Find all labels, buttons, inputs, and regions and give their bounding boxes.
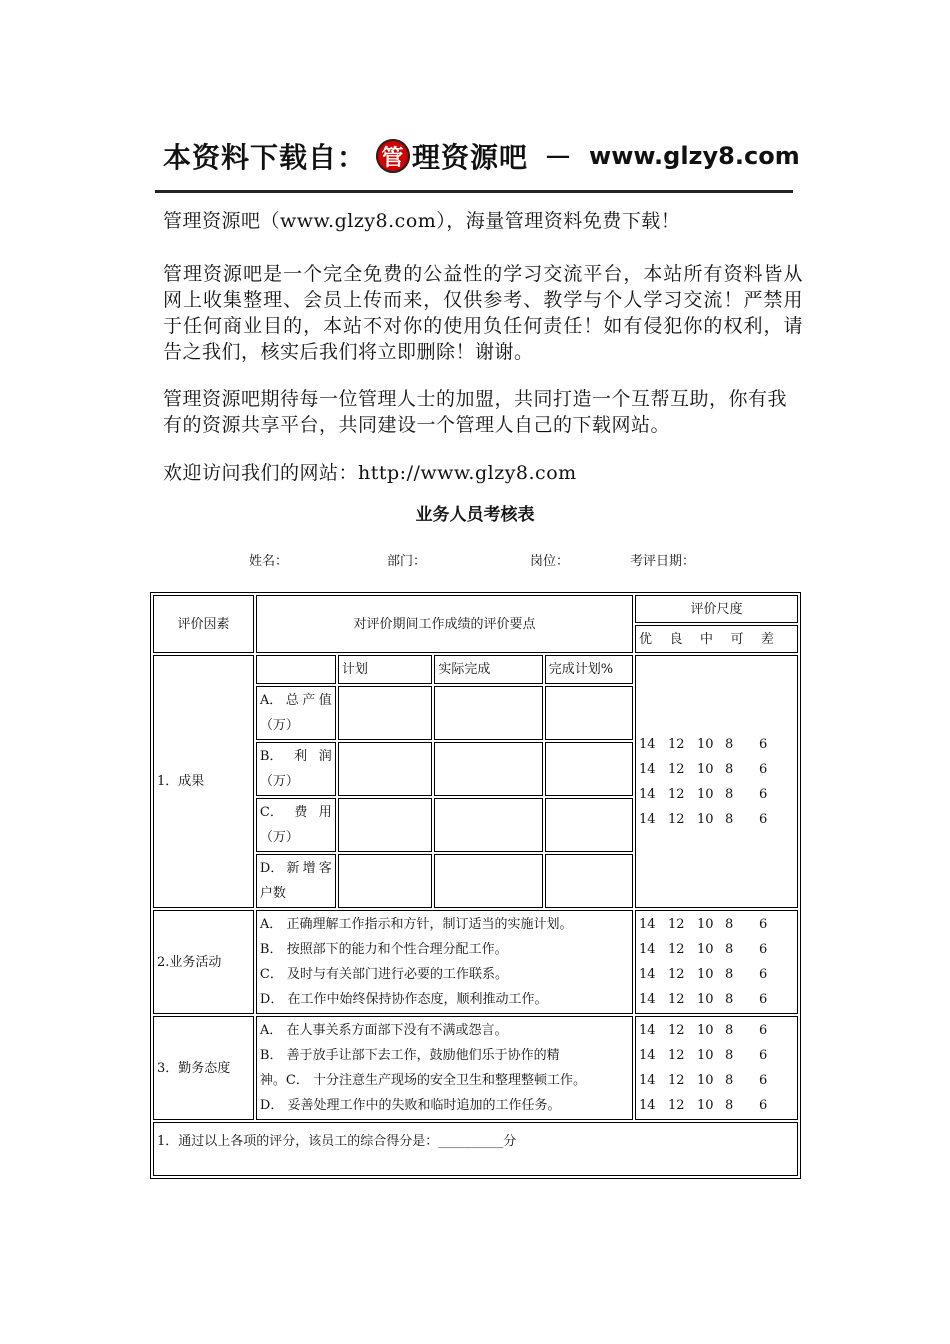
- brand-logo-icon: 管: [376, 139, 410, 173]
- actual-input-profit[interactable]: [434, 742, 542, 796]
- section2-item-d: D． 在工作中始终保持协作态度，顺利推动工作。: [259, 992, 548, 1007]
- section2-item-c: C． 及时与有关部门进行必要的工作联系。: [259, 967, 509, 982]
- score-row: 14 12 10 8 6: [639, 967, 768, 982]
- section2-label: 2.业务活动: [153, 910, 254, 1014]
- score-row: 14 12 10 8 6: [639, 1073, 768, 1088]
- actual-input-total-output[interactable]: [434, 686, 542, 740]
- percent-input-total-output[interactable]: [545, 686, 633, 740]
- grade-poor: 差: [760, 631, 774, 647]
- score-row: 14 12 10 8 6: [639, 811, 768, 827]
- section3-scores: [635, 1016, 798, 1120]
- col-plan: 计划: [338, 655, 433, 684]
- grade-good: 良: [669, 631, 683, 647]
- notice-website-line[interactable]: 欢迎访问我们的网站：http://www.glzy8.com: [163, 462, 577, 484]
- download-banner: [163, 134, 800, 178]
- banner-divider: [155, 190, 793, 193]
- row-expense: C． 费 用 （万）: [256, 798, 336, 852]
- section1-scores: [635, 655, 798, 908]
- header-scale: 评价尺度: [635, 595, 798, 623]
- header-grades: [635, 625, 798, 653]
- field-position-label: 岗位：: [530, 554, 570, 569]
- grade-average: 中: [699, 631, 713, 647]
- row-profit: B． 利 润 （万）: [256, 742, 336, 796]
- form-title: 业务人员考核表: [415, 505, 535, 525]
- banner-prefix: 本资料下载自：: [163, 141, 367, 174]
- actual-input-expense[interactable]: [434, 798, 542, 852]
- field-date-label: 考评日期：: [630, 554, 696, 569]
- score-row: 14 12 10 8 6: [639, 942, 768, 957]
- score-row: 14 12 10 8 6: [639, 1023, 768, 1038]
- plan-input-total-output[interactable]: [338, 686, 433, 740]
- section2-scores: [635, 910, 798, 1014]
- banner-site-link[interactable]: www.glzy8.com: [589, 142, 800, 170]
- score-row: 14 12 10 8 6: [639, 1098, 768, 1113]
- banner-dash: －: [544, 141, 574, 174]
- section3-item-c: 神。C． 十分注意生产现场的安全卫生和整理整顿工作。: [259, 1073, 587, 1088]
- notice-paragraph-2: 管理资源吧是一个完全免费的公益性的学习交流平台，本站所有资料皆从网上收集整理、会员上传而来，仅供参考、教学与个人学习交流！严禁用于任何商业目的，本站不对你的使用负任何责任！如有侵犯你的权利，请告之我们，核实后我们将立即删除！谢谢。: [163, 263, 803, 363]
- row-new-customers: D． 新 增 客 户数: [256, 854, 336, 908]
- notice-line-1: 管理资源吧（www.glzy8.com），海量管理资料免费下载！: [163, 210, 681, 232]
- section3-item-d: D． 妥善处理工作中的失败和临时追加的工作任务。: [259, 1098, 561, 1113]
- field-department-label: 部门：: [387, 554, 427, 569]
- score-row: 14 12 10 8 6: [639, 736, 768, 752]
- section3-item-b: B． 善于放手让部下去工作，鼓励他们乐于协作的精: [259, 1048, 560, 1063]
- plan-input-new-customers[interactable]: [338, 854, 433, 908]
- field-name-label: 姓名：: [249, 554, 289, 569]
- percent-input-profit[interactable]: [545, 742, 633, 796]
- summary-row[interactable]: 1．通过以上各项的评分，该员工的综合得分是：__________分: [153, 1122, 798, 1176]
- row-total-output: A． 总 产 值 （万）: [256, 686, 336, 740]
- section2-item-b: B． 按照部下的能力和个性合理分配工作。: [259, 942, 508, 957]
- section3-item-a: A． 在人事关系方面部下没有不满或怨言。: [259, 1023, 508, 1038]
- section3-items: [256, 1016, 633, 1120]
- header-factor: 评价因素: [153, 595, 254, 653]
- grade-fair: 可: [730, 631, 744, 647]
- header-points: 对评价期间工作成绩的评价要点: [256, 595, 633, 653]
- evaluation-table: [150, 592, 801, 1179]
- col-percent: 完成计划%: [545, 655, 633, 684]
- section2-item-a: A． 正确理解工作指示和方针，制订适当的实施计划。: [259, 917, 573, 932]
- plan-input-expense[interactable]: [338, 798, 433, 852]
- score-row: 14 12 10 8 6: [639, 1048, 768, 1063]
- section1-label: 1．成果: [153, 655, 254, 908]
- section3-label: 3．勤务态度: [153, 1016, 254, 1120]
- percent-input-expense[interactable]: [545, 798, 633, 852]
- banner-brand: 理资源吧: [412, 141, 529, 174]
- plan-input-profit[interactable]: [338, 742, 433, 796]
- section2-items: [256, 910, 633, 1014]
- grade-excellent: 优: [639, 631, 653, 647]
- score-row: 14 12 10 8 6: [639, 917, 768, 932]
- notice-paragraph-3: 管理资源吧期待每一位管理人士的加盟，共同打造一个互帮互助，你有我有的资源共享平台，共同建设一个管理人自己的下载网站。: [163, 388, 788, 436]
- score-row: 14 12 10 8 6: [639, 786, 768, 802]
- section1-corner: [256, 655, 336, 684]
- percent-input-new-customers[interactable]: [545, 854, 633, 908]
- score-row: 14 12 10 8 6: [639, 761, 768, 777]
- actual-input-new-customers[interactable]: [434, 854, 542, 908]
- col-actual: 实际完成: [434, 655, 542, 684]
- score-row: 14 12 10 8 6: [639, 992, 768, 1007]
